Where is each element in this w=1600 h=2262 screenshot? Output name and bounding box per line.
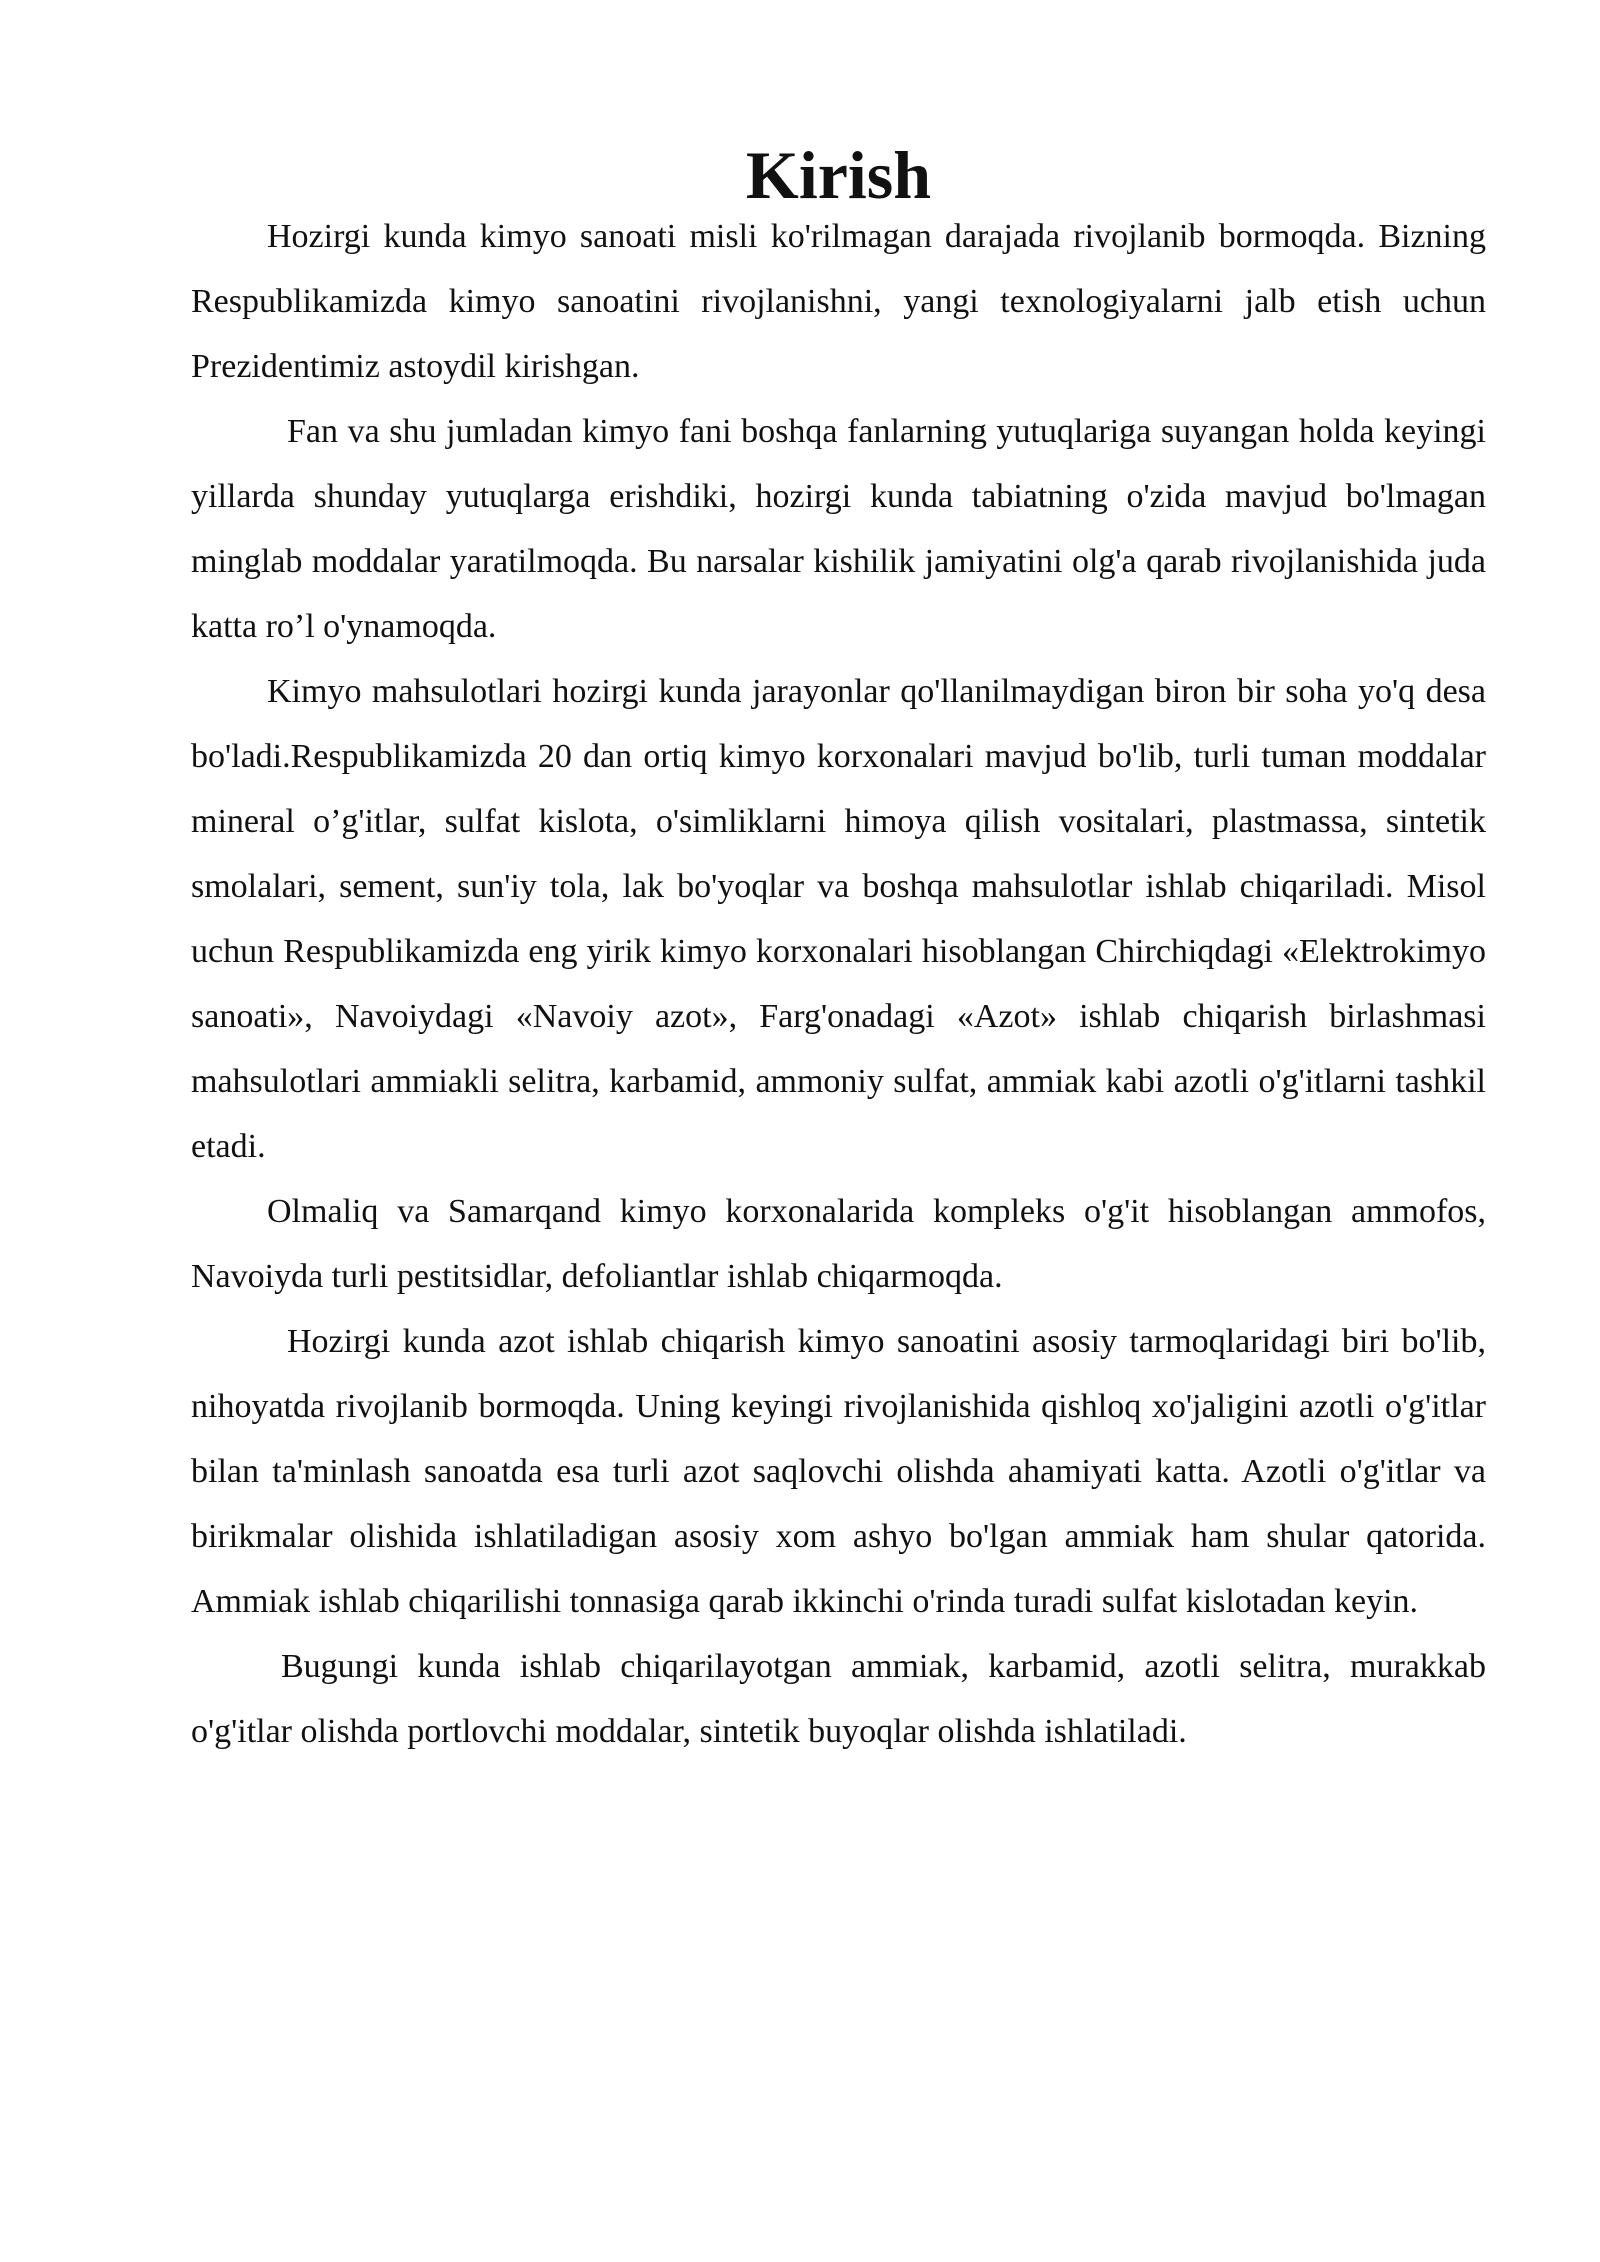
paragraph-5: Hozirgi kunda azot ishlab chiqarish kimyo sanoatini asosiy tarmoqlaridagi biri bo'lib, nihoyatda rivojlanib bormoqda. Uning keyingi rivojlanishida qishloq xo'jaligini azotli o'g'itlar bilan ta'minlash sanoatda esa turli azot saqlovchi olishda ahamiyati katta. Azotli o'g'itlar va birikmalar olishida ishlatiladigan asosiy xom ashyo bo'lgan ammiak ham shular qatorida. Ammiak ishlab chiqarilishi tonnasiga qarab ikkinchi o'rinda turadi sulfat kislotadan keyin. bbox=[191, 1323, 1486, 1620]
document-body bbox=[191, 137, 1486, 1764]
paragraph-2: Fan va shu jumladan kimyo fani boshqa fanlarning yutuqlariga suyangan holda keyingi yillarda shunday yutuqlarga erishdiki, hozirgi kunda tabiatning o'zida mavjud bo'lmagan minglab moddalar yaratilmoqda. Bu narsalar kishilik jamiyatini olg'a qarab rivojlanishida juda katta ro’l o'ynamoqda. bbox=[191, 413, 1486, 645]
paragraph-3: Kimyo mahsulotlari hozirgi kunda jarayonlar qo'llanilmaydigan biron bir soha yo'q desa bo'ladi.Respublikamizda 20 dan ortiq kimyo korxonalari mavjud bo'lib, turli tuman moddalar mineral o’g'itlar, sulfat kislota, o'simliklarni himoya qilish vositalari, plastmassa, sintetik smolalari, sement, sun'iy tola, lak bo'yoqlar va boshqa mahsulotlar ishlab chiqariladi. Misol uchun Respublikamizda eng yirik kimyo korxonalari hisoblangan Chirchiqdagi «Elektrokimyo sanoati», Navoiydagi «Navoiy azot», Farg'onadagi «Azot» ishlab chiqarish birlashmasi mahsulotlari ammiakli selitra, karbamid, ammoniy sulfat, ammiak kabi azotli o'g'itlarni tashkil etadi. bbox=[191, 673, 1486, 1165]
paragraph-1: Hozirgi kunda kimyo sanoati misli ko'rilmagan darajada rivojlanib bormoqda. Bizning Respublikamizda kimyo sanoatini rivojlanishni, yangi texnologiyalarni jalb etish uchun Prezidentimiz astoydil kirishgan. bbox=[191, 218, 1486, 385]
document-title: Kirish bbox=[745, 137, 932, 213]
paragraph-6: Bugungi kunda ishlab chiqarilayotgan ammiak, karbamid, azotli selitra, murakkab o'g'itlar olishda portlovchi moddalar, sintetik buyoqlar olishda ishlatiladi. bbox=[191, 1648, 1486, 1750]
paragraph-4: Olmaliq va Samarqand kimyo korxonalarida kompleks o'g'it hisoblangan ammofos, Navoiyda turli pestitsidlar, defoliantlar ishlab chiqarmoqda. bbox=[191, 1193, 1486, 1295]
